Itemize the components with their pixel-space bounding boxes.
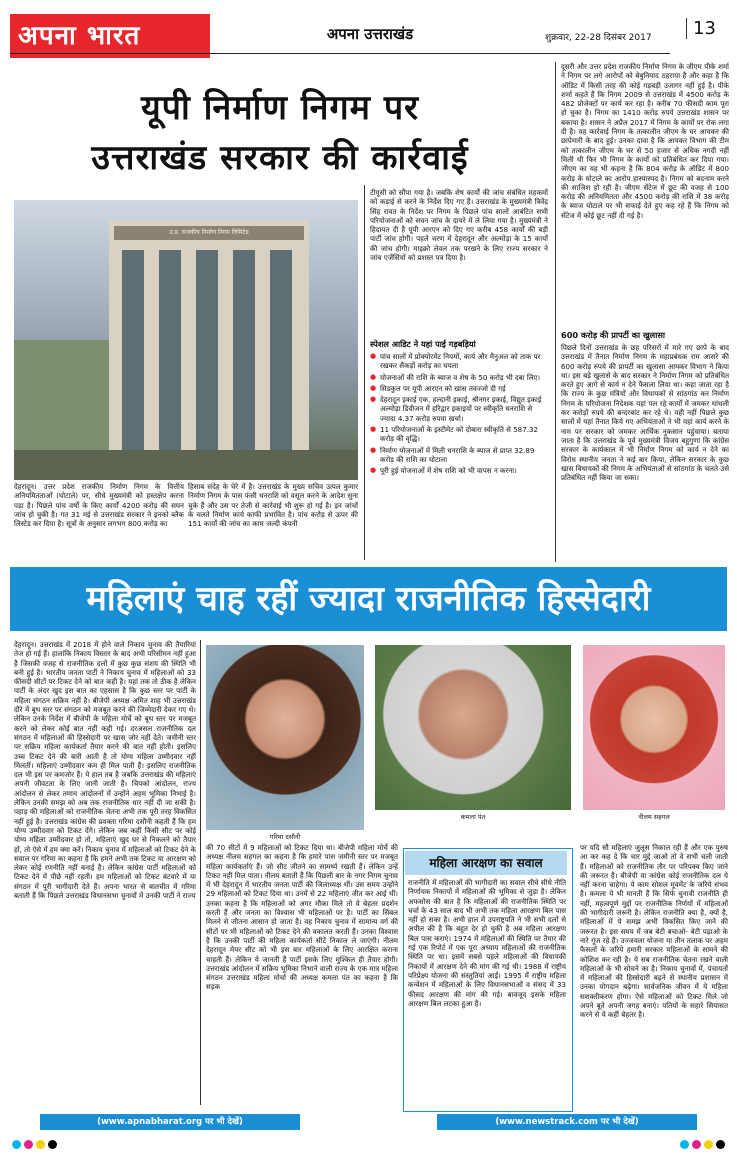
column-rule (364, 185, 365, 560)
building-sign: उ.प्र. राजकीय निर्माण निगम लिमिटेड (114, 226, 304, 240)
audit-findings-list (370, 352, 550, 560)
portrait-garima (206, 645, 364, 830)
story2-banner (10, 567, 727, 631)
list-item: ● देहरादून इकाई एक, हल्दानी इकाई, श्रीनगर इकाई, विद्युत इकाई अल्मोड़ा डिवीजन में हरिद्वार इकाइयों पर स्वीकृति धनराशि से ज्यादा 4.37 करोड़ रुपया खर्चा। (370, 395, 550, 423)
registration-mark (704, 1140, 713, 1149)
list-item: ● सिडकुल पर यूपी आरएन को खास तवज्जो दी गई (370, 384, 550, 393)
box-text: राजनीति में महिलाओं की भागीदारी का सवाल सीधे सीधे नीति निर्णायक निकायों में महिलाओं की भूमिका से जुड़ा है। लेकिन अफसोस की बात है कि महिलाओं की राजनीतिक स्थिति पर चर्चा के 43 साल बाद भी अभी तक महिला आरक्षण बिल पास नहीं हो सका है। अभी हाल में उपराष्ट्रपति ने भी सभी दलों से अपील की है कि बहुत देर हो चुकी है अब महिला आरक्षण बिल पास कराएं। 1974 में महिलाओं की स्थिति पर तैयार की गई एक रिपोर्ट में एक पूरा अध्याय महिलाओं की राजनीतिक स्थिति पर था। इसमें सबसे पहले महिलाओं की विधायकी निकायों में आरक्षण देने की मांग की गई थी। 1988 में राष्ट्रीय परिप्रेक्ष्य योजना की संस्तुतियां आईं। 1995 में राष्ट्रीय महिला कन्वेंशन में महिलाओं के लिए विधानसभाओं व संसद में 33 फीसद आरक्षण की मांग की गई। बावजूद इसके महिला आरक्षण बिल लटका हुआ है। (408, 878, 566, 1008)
registration-mark (12, 1140, 21, 1149)
story1-column-5: पिछले दिनों उत्तराखंड के छह परिसरों में मारे गए छापे के बाद उत्तराखंड में तैनात निर्माण निगम के महाप्रबंधक राम आसरे की 600 करोड़ रुपये की प्रापर्टी का खुलासा आयकर विभाग ने किया था। इस बड़े खुलासे के बाद सरकार ने निर्माण निगम को प्रतिबंधित करते हुए आगे से कार्य न देने फैसला लिया था। कहा जाता रहा है कि राज्य के कुछ मंत्रियों और विधायकों से सांठगांठ कर निर्माण निगम के परियोजना निदेशक यहां पल रहे कार्यों में जमकर धांधली कर करोड़ों रुपये की बन्दरबांट कर रहे थे। यही नहीं पिछले कुछ सालों में यहां तैनात किये गए अभियंताओं ने भी यहां कार्य करने के नाम पर सरकार को जमकर आर्थिक नुकसान पहुंचाया। बताया जाता है कि उत्तराखंड के पूर्व मुख्यमंत्री विजय बहुगुणा कि कांग्रेस सरकार के कार्यकाल में भी निर्माण निगम को कार्य न देने का विरोध स्थानीय जनता ने कई बार किया, लेकिन सरकार के कुछ खास विधायकों की निगम के अभियंताओं से सांठगांठ के चलते उसे प्रतिबंधित नहीं किया जा सका। (561, 343, 729, 483)
window-column (270, 250, 292, 460)
list-item: ● पूरी हुई योजनाओं में शेष राशि को भी वापस न करना। (370, 466, 550, 475)
list-item: ● 11 परियोजनाओं के इस्टीमेट को दोबारा स्वीकृति से 587.32 करोड़ की वृद्धि। (370, 425, 550, 444)
story1-column-2: हिसाब संदेह के घेरे में है। उत्तराखंड के मुख्य सचिव उत्पल कुमार निर्माण निगम के पास फंसी धनराशि को वसूल करने के आदेश सुना चुके हैं और उस पर तेजी से कार्रवाई भी शुरू हो गई है। इन जांचों के चलते निर्माण कार्य काफी प्रभावित है। पांच करोड़ से ऊपर की 151 कार्यों की जांच का काम जल्दी कंपनी (188, 482, 358, 529)
audit-subhead: स्पेशल आडिट ने यहां पाई गड़बड़ियां (370, 339, 476, 349)
street (14, 450, 358, 480)
window-column (122, 250, 144, 460)
registration-mark (24, 1140, 33, 1149)
window-column (196, 250, 218, 460)
window-column (233, 250, 255, 460)
registration-mark (36, 1140, 45, 1149)
story1-column-3: टीयूसी को सौंपा गया है। जबकि शेष कार्यों की जांच संबंधित महकमों को कड़ाई से करने के निर्देश दिए गए हैं। उत्तराखंड के मुख्यमंत्री त्रिवेंद्र सिंह रावत के निर्देश पर निगम के पिछले पांच सालों आबंटित सभी परियोजनाओं को सघन जांच के दायरे में ले लिया गया है। मुख्यमंत्री ने हिदायत दी है यूपी आरएन को दिए गए करीब 458 कार्यों की बड़ी पार्टी जांच होगी। पहले चरण में देहरादून और अल्मोड़ा के 15 कार्यों की जांच होगी। माइक्रो लेवल तक परखने के लिए राज्य सरकार ने जांच एजेंसियों को प्रशस्त पत्र दिया है। (370, 188, 548, 263)
property-subhead: 600 करोड़ की प्रापर्टी का खुलासा (561, 330, 665, 340)
header-rule (10, 53, 670, 54)
portrait-kamla (375, 645, 571, 810)
story1-column-4: दूसरी और उत्तर प्रदेश राजकीय निर्माण निगम के जीएम पीके शर्मा ने निगम पर लगे आरोपों को बेबुनियाद ठहराया है और कहा है कि ऑडिट में किसी तरह की कोई गड़बड़ी उजागर नहीं हुई है। पीके शर्मा कहते हैं कि निगम 2009 से उत्तराखंड में 4500 करोड़ के 482 प्रोजेक्टों पर कार्य कर रहा है। करीब 70 फीसदी काम पूरा हो चुका है। निगम का 1410 करोड़ रुपये उत्तराखंड शासन पर बकाया है। शासन ने अप्रैल 2017 में निगम के कार्यों पर रोक लगा दी है। यह कार्रवाई निगम के तत्कालीन जीएम के घर आयकर की छापेमारी के बाद हुई। उनका दावा है कि आयकर विभाग की टीम को तत्कालीन जीएम के घर से 50 हजार से अधिक नगदी नहीं मिली थी फिर भी निगम के कार्यों को प्रतिबंधित कर दिया गया। जीएम का यह भी कहना है कि 804 करोड़ के ऑडिट में 800 करोड़ के घोटाले का आरोप हास्यास्पद है। निगम को बदनाम करने की साजिश हो रही है। जीएम सेंटेज में छूट की वजह से 100 करोड़ की अनियमितता और 4500 करोड़ की राशि में 38 करोड़ के ब्याज घोटाले पर भी सफाई देते हुए कह रहे हैं कि निगम को सेंटेज में कोई छूट नहीं दी गई है। (561, 62, 729, 220)
box-heading: महिला आरक्षण का सवाल (405, 851, 567, 875)
masthead-logo (10, 14, 210, 58)
window-column (159, 250, 181, 460)
story2-column-2: की 70 सीटों में 9 महिलाओं को टिकट दिया था। बीजेपी महिला मोर्चे की अध्यक्ष नीलम सहगल का कहना है कि हमारे पास जमीनी स्तर पर मजबूत महिला कार्यकर्ताएं हैं। जो सीट जीतने का सामर्थ्य रखती हैं। लेकिन उन्हें टिकट नहीं मिल पाता। नीलम बताती हैं कि पिछली बार के नगर निगम चुनाव में भी देहरादून में भारतीय जनता पार्टी की जिलाध्यक्ष थीं। उस समय उन्होंने 29 महिलाओं को टिकट दिया था। उनमें से 22 महिलाएं जीत कर आई थीं। उनका कहना है कि महिलाओं को अगर मौका मिले तो वे बेहतर प्रदर्शन करती हैं और जनता का विश्वास भी महिलाओं पर है। पार्टी का सिंबल मिलने से जीतना आसान हो जाता है। वह निकाय चुनाव में सामान्य वर्ग की सीटों पर भी महिलाओं को टिकट देने की वकालत करती हैं। उनका विश्वास है कि उनकी पार्टी की महिला कार्यकर्ता सीटें निकाल ले जाएंगी। नीलम देहरादून मेयर सीट को भी इस बार महिलाओं के लिए आरक्षित कराना चाहती हैं। लेकिन ये जानती हैं पार्टी इसके लिए मुश्किल ही तैयार होगी। उत्तराखंड आंदोलन में सक्रिय भूमिका निभाने वाली राज्य के एक मात्र महिला संगठन उत्तराखंड महिला मोर्चा की अध्यक्ष कमला पंत का कहना है कि सड़क (206, 843, 398, 992)
list-item: ● योजनाओं की राशि के ब्याज व शेष के 50 करोड़ भी दबा लिए। (370, 373, 550, 382)
page-number: 13 (686, 18, 716, 39)
story2-headline: महिलाएं चाह रहीं ज्यादा राजनीतिक हिस्सेदारी (86, 579, 651, 619)
building-photo (14, 200, 358, 480)
footer-website-right[interactable]: (www.newstrack.com पर भी देखें) (437, 1114, 697, 1130)
caption-kamla: कमला पंत (460, 813, 486, 821)
column-rule (555, 62, 556, 562)
issue-date: शुक्रवार, 22-28 दिसंबर 2017 (545, 33, 652, 43)
caption-garima: गरिमा दसौनी (269, 833, 301, 841)
story2-column-1: देहरादून। उत्तराखंड में 2018 में होने वाले निकाय चुनाव की तैयारियां तेज हो गई हैं। हालांकि निकाय विस्तार के बाद अभी परिसीमन नहीं हुआ है जिसकी वजह से राजनीतिक दलों में कुछ कुछ संशय की स्थिति भी बनी हुई है। भारतीय जनता पार्टी ने निकाय चुनाव में महिलाओं को 33 फीसदी सीटों पर टिकट देने को बात कही है। यहां तक तो ठीक है लेकिन पार्टी के अंदर खुद इस बात का एहसास है कि कुछ स्तर पर पार्टी के महिला संगठन सक्रिय नहीं है। बीजेपी अध्यक्ष अमित शाह भी उत्तराखंड दौरे में बूथ स्तर पर संगठन को मजबूत करने की जिम्मेदारी देकर गए थे। लेकिन उनके निर्देश में बीजेपी के महिला मोर्चे को बूथ स्तर पर मजबूत करने को लेकर कोई बात नहीं कही गई। दरअसल राजनीतिक दल संगठन में महिलाओं की हिस्सेदारी पर खास जोर नहीं देते। जमीनी स्तर पर सक्रिय महिला कार्यकर्ता तैयार करने की बात नहीं होती। इसलिए उच्च टिकट देने की बारी आती है तो योग्य महिला उम्मीदवार नहीं मिलतीं। महिलाएं उम्मीदवार कम ही मिल पाती हैं। इसलिए राजनीतिक दल भी इस पर कमजोर हैं। ये हाल तब है जबकि उत्तराखंड की महिलाएं अपनी जीवटता के लिए जानी जाती हैं। चिपको आंदोलन, राज्य आंदोलन से लेकर तमाम आंदोलनों में उन्होंने अहम भूमिका निभाई है। लेकिन उनकी समझ को अब तक राजनीतिक धार नहीं दी जा सकी है। पहाड़ की महिलाओं को राजनीतिक चेतना अभी तक पूरी तरह विकसित नहीं हुई है। उत्तराखंड कांग्रेस की प्रवक्ता गरिमा दसौनी कहती हैं कि हम योग्य उम्मीदवार को टिकट देंगे। लेकिन जब कहीं किसी सीट पर कोई योग्य महिला उम्मीदवार हो तो, महिलाएं खुद घर से निकलने को तैयार हों, तो ऐसे में हम क्या करें। निकाय चुनाव में महिलाओं को टिकट देने के सवाल पर गरिमा का कहना है कि हमने अभी तक टिकट या आरक्षण को लेकर कोई रणनीति नहीं बनाई है। लेकिन कांग्रेस पार्टी महिलाओं को टिकट देने में पीछे नहीं रहती। हम महिलाओं को टिकट बंटवारे में या संगठन में पूरी भागीदारी देते हैं। अपना भारत से बातचीत में गरिमा बताती हैं कि पिछले उत्तराखंड विधानसभा चुनावों में उनकी पार्टी ने राज्य (14, 640, 196, 901)
list-item: ● निर्माण योजनाओं में मिली धनराशि के ब्याज से प्राप्त 32.89 करोड़ की राशि का घोटाला (370, 446, 550, 465)
column-rule (200, 640, 201, 1105)
registration-mark (692, 1140, 701, 1149)
footer-website-left[interactable]: (www.apnabharat.org पर भी देखें) (40, 1114, 300, 1130)
registration-mark (680, 1140, 689, 1149)
headline-line-2: उत्तराखंड सरकार की कार्रवाई (91, 138, 469, 178)
story1-column-1: देहरादून। उत्तर प्रदेश राजकीय निर्माण निगम के वित्तीय अनियमितताओं (घोटाले) पर, सीधे मुख्यमंत्री को हस्तक्षेप करना पड़ा है। पिछले पांच वर्षों के किए कार्यों 4200 करोड़ की सघन जांच हो चुकी है। गत 31 मई से उत्तराखंड सरकार ने इनको ब्लैक लिस्टेड कर दिया है। सूत्रों के अनुसार लगभग 800 करोड़ का (14, 482, 184, 529)
list-item: ● पांच सालों में प्रोक्योरमेंट नियमों, कार्य और मैनुअल को ताक पर रखकर सैकड़ों करोड़ का घपला (370, 352, 550, 371)
story2-column-4: पर यदि सौ महिलाएं जुलूस निकाल रही हैं और एक पुरुष आ कर कह दे कि चार मुद्दे जाओ तो वे सभी चली जाती हैं। महिलाओं को राजनीतिक तौर पर परिपक्व किए जाने की जरूरत है। बीजेपी या कांग्रेस कोई राजनीतिक दल ये नहीं करना चाहेगा। ये काम सोशल मूवमेंट के जरिये संभव है। कमला ये भी मानती हैं कि सिर्फ चुनावी राजनीति ही नहीं, महत्वपूर्ण मुद्दों पर राजनीतिक निर्णयों में महिलाओं की भागीदारी जरूरी है। लेकिन राजनीति क्या है, क्यों है, महिलाओं में ये समझ अभी विकसित किए जाने की जरूरत है। इस समय में जब बेटी बचाओ- बेटी पढ़ाओ के नारे गूंज रहे हैं। उज्जवला योजना या तीन तलाक पर अहम फैसलों के जरिये हमारी सरकार महिलाओं के सामने की कोशिश कर रही है। ये सब राजनीतिक चेतना रखने वाली महिलाओं के भी सोचने का है। निकाय चुनावों में, पंचायतों में महिलाओं की हिस्सेदारी बढ़ने से स्थानीय प्रशासन में उनका योगदान बढ़ेगा। सार्वजनिक जीवन में ये महिला सशक्तीकरण होगा। ऐसे महिलाओं को टिकट मिले जो अपने बूते अपनी जगह बनाएं। पतियों के सहारे सियासत करने से ये कहीं बेहतर है। (580, 843, 728, 1020)
registration-mark (716, 1140, 725, 1149)
portrait-neelam (583, 645, 725, 810)
headline-line-1: यूपी निर्माण निगम पर (140, 88, 420, 128)
logo-text: अपना भारत (18, 21, 141, 51)
registration-mark (48, 1140, 57, 1149)
caption-neelam: नीलम सहगल (638, 813, 670, 821)
section-title: अपना उत्तराखंड (326, 25, 414, 43)
